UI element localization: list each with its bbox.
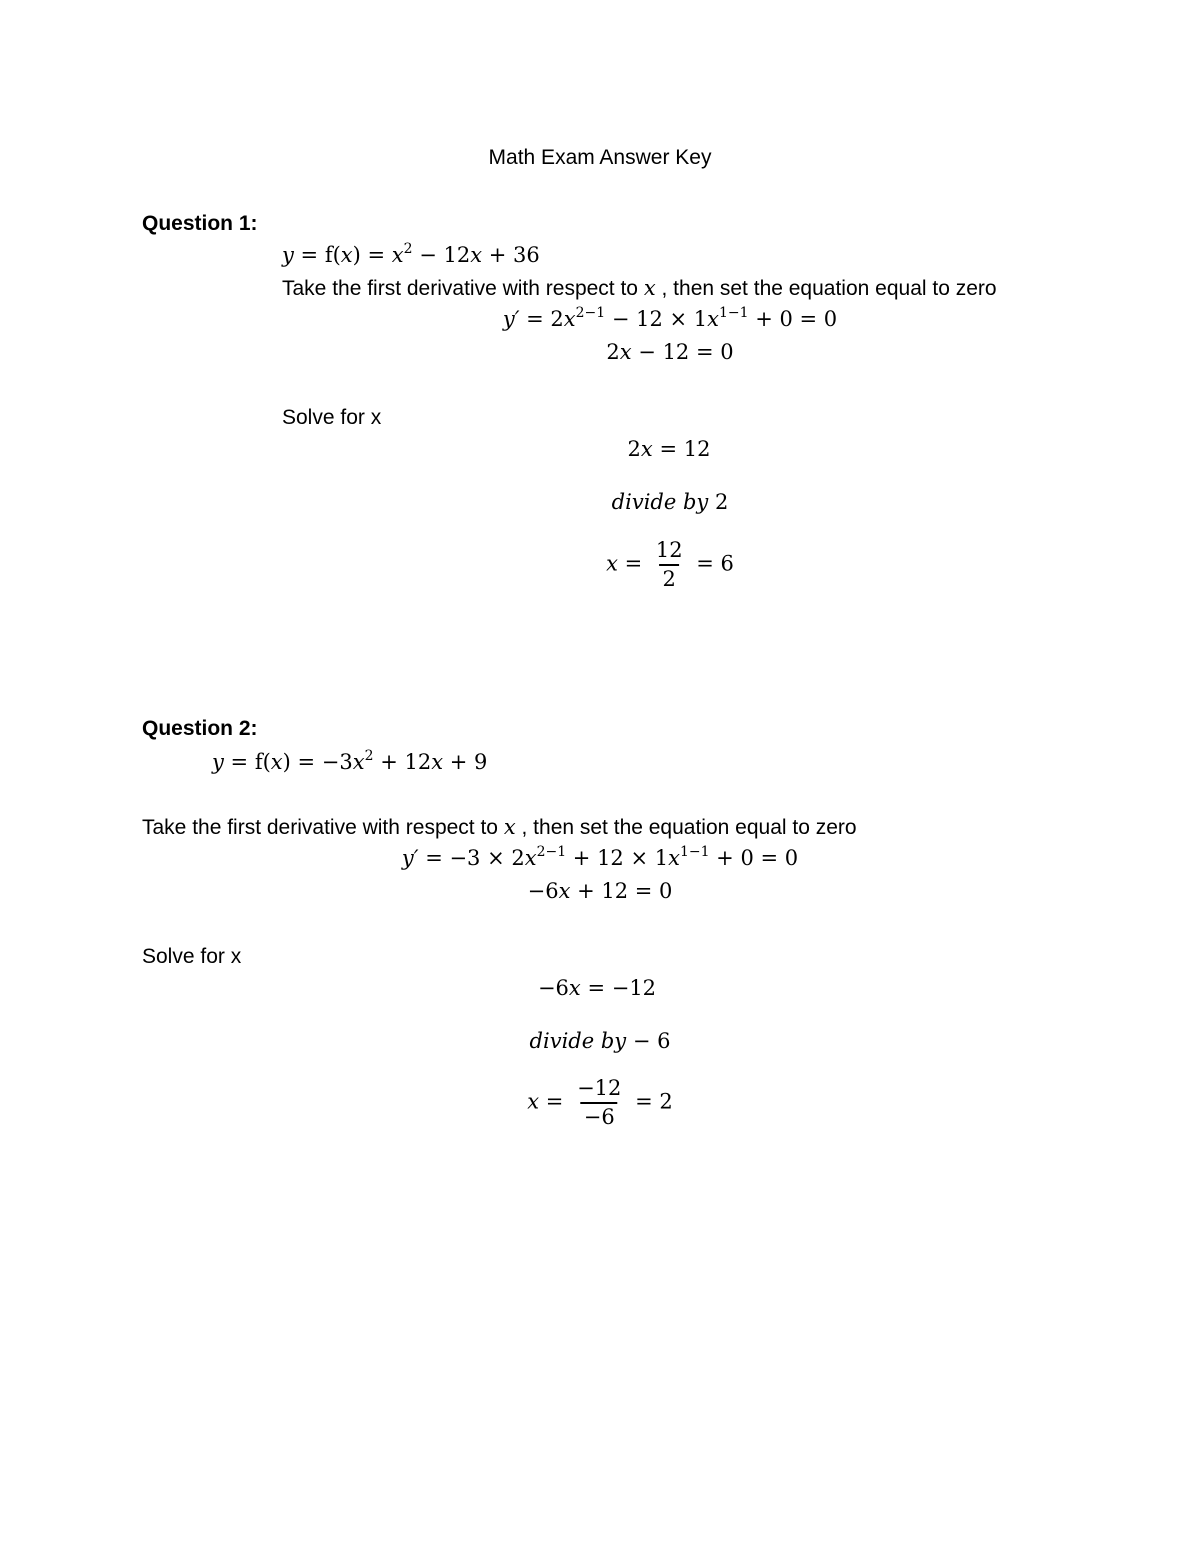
question-2-solve-label: Solve for x xyxy=(142,945,242,968)
question-2-simplified: −6x + 12 = 0 xyxy=(527,879,673,903)
question-2-step-2: divide by − 6 xyxy=(529,1029,671,1053)
question-2-heading: Question 2: xyxy=(142,717,258,740)
question-1-fraction: $\frac{12}{2}$ xyxy=(655,538,683,591)
question-2-fraction: $\frac{-12}{-6}$ xyxy=(577,1076,622,1129)
question-1-step-2: divide by 2 xyxy=(611,490,729,514)
question-1-step-1: 2x = 12 xyxy=(627,437,711,461)
question-1-simplified: 2x − 12 = 0 xyxy=(606,340,734,364)
question-1-step-3: x = $\frac{12}{2}$ = 6 xyxy=(606,538,734,591)
question-1-solve-label: Solve for x xyxy=(282,406,382,429)
question-1-instruction: Take the first derivative with respect to x , then set the equation equal to zero xyxy=(282,276,997,300)
question-2-step-3: x = $\frac{-12}{-6}$ = 2 xyxy=(527,1076,673,1129)
question-2-equation: $y = f(x) = -3x^2 + 12x + 9$ xyxy=(212,748,488,774)
question-2-derivative: $y' = -3 \times 2x^{2-1} + 12 \times 1x^{1-1} + 0 = 0$ xyxy=(401,844,799,870)
question-1-derivative: $y' = 2x^{2-1} - 12 \times 1x^{1-1} + 0 = 0$ xyxy=(502,305,838,331)
question-2-instruction: Take the first derivative with respect to x , then set the equation equal to zero xyxy=(142,815,857,839)
question-2-step-1: −6x = −12 xyxy=(537,976,657,1000)
question-1-equation: $y = f(x) = x^2 - 12x + 36$ xyxy=(282,241,540,267)
question-1-heading: Question 1: xyxy=(142,212,258,235)
page-title: Math Exam Answer Key xyxy=(488,146,712,169)
